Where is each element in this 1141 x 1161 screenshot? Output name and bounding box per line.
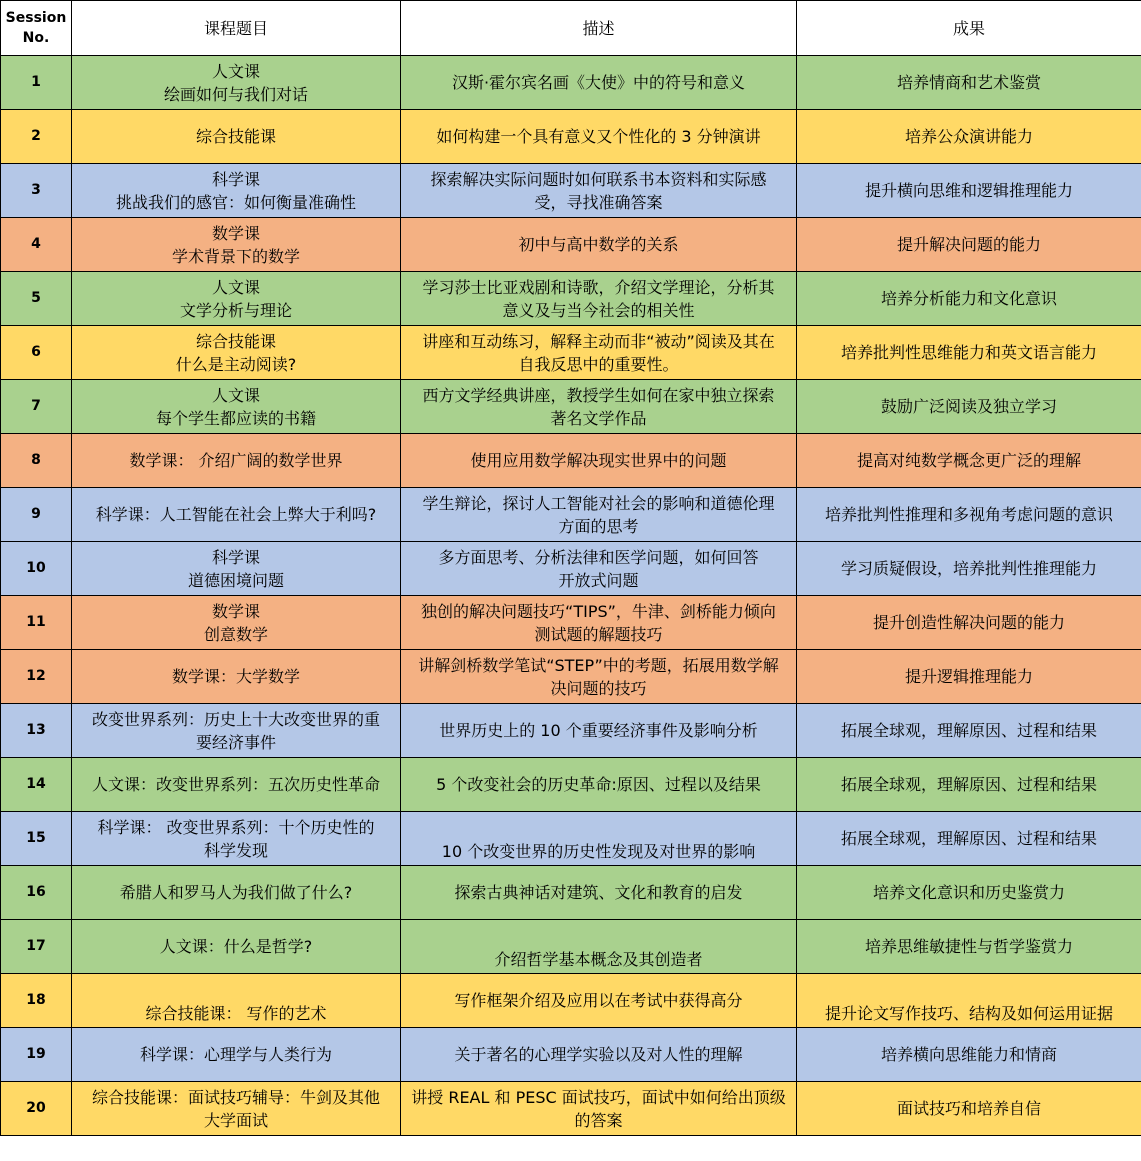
- session-number: 6: [1, 326, 72, 380]
- course-description: 西方文学经典讲座，教授学生如何在家中独立探索 著名文学作品: [401, 380, 797, 434]
- course-title: 人文课 绘画如何与我们对话: [72, 56, 401, 110]
- course-description: 初中与高中数学的关系: [401, 218, 797, 272]
- session-number: 12: [1, 650, 72, 704]
- header-row: [1, 1, 1141, 56]
- course-title: 改变世界系列：历史上十大改变世界的重 要经济事件: [72, 704, 401, 758]
- course-description: 讲座和互动练习，解释主动而非“被动”阅读及其在 自我反思中的重要性。: [401, 326, 797, 380]
- course-outcome: 拓展全球观，理解原因、过程和结果: [797, 812, 1141, 866]
- course-outcome: 培养思维敏捷性与哲学鉴赏力: [797, 920, 1141, 974]
- course-description: 多方面思考、分析法律和医学问题，如何回答 开放式问题: [401, 542, 797, 596]
- course-title: 综合技能课：面试技巧辅导：牛剑及其他 大学面试: [72, 1082, 401, 1136]
- course-description: 如何构建一个具有意义又个性化的 3 分钟演讲: [401, 110, 797, 164]
- course-outcome: 提升创造性解决问题的能力: [797, 596, 1141, 650]
- session-number: 7: [1, 380, 72, 434]
- course-description: 5 个改变社会的历史革命:原因、过程以及结果: [401, 758, 797, 812]
- course-description: 汉斯·霍尔宾名画《大使》中的符号和意义: [401, 56, 797, 110]
- session-number: 3: [1, 164, 72, 218]
- course-outcome: 培养批判性思维能力和英文语言能力: [797, 326, 1141, 380]
- course-outcome: 培养情商和艺术鉴赏: [797, 56, 1141, 110]
- course-outcome: 面试技巧和培养自信: [797, 1082, 1141, 1136]
- table-row: [1, 488, 1141, 542]
- course-title: 科学课： 改变世界系列：十个历史性的 科学发现: [72, 812, 401, 866]
- course-outcome: 提升论文写作技巧、结构及如何运用证据: [797, 974, 1141, 1028]
- session-number: 20: [1, 1082, 72, 1136]
- course-outcome: 提升横向思维和逻辑推理能力: [797, 164, 1141, 218]
- course-description: 探索古典神话对建筑、文化和教育的启发: [401, 866, 797, 920]
- session-number: 8: [1, 434, 72, 488]
- session-number: 1: [1, 56, 72, 110]
- table-row: [1, 380, 1141, 434]
- table-row: [1, 164, 1141, 218]
- table-row: [1, 542, 1141, 596]
- course-title: 科学课：人工智能在社会上弊大于利吗?: [72, 488, 401, 542]
- course-description: 关于著名的心理学实验以及对人性的理解: [401, 1028, 797, 1082]
- course-title: 综合技能课: [72, 110, 401, 164]
- table-row: [1, 704, 1141, 758]
- course-title: 综合技能课 什么是主动阅读?: [72, 326, 401, 380]
- session-number: 5: [1, 272, 72, 326]
- table-row: [1, 812, 1141, 866]
- table-row: [1, 326, 1141, 380]
- course-title: 数学课： 介绍广阔的数学世界: [72, 434, 401, 488]
- course-title: 人文课：什么是哲学?: [72, 920, 401, 974]
- course-description: 学生辩论，探讨人工智能对社会的影响和道德伦理 方面的思考: [401, 488, 797, 542]
- course-description: 介绍哲学基本概念及其创造者: [401, 920, 797, 974]
- course-description: 讲授 REAL 和 PESC 面试技巧，面试中如何给出顶级 的答案: [401, 1082, 797, 1136]
- course-outcome: 培养文化意识和历史鉴赏力: [797, 866, 1141, 920]
- table-row: [1, 650, 1141, 704]
- table-row: [1, 866, 1141, 920]
- course-title: 人文课 文学分析与理论: [72, 272, 401, 326]
- course-title: 数学课 学术背景下的数学: [72, 218, 401, 272]
- table-row: [1, 758, 1141, 812]
- session-number: 15: [1, 812, 72, 866]
- table-row: [1, 974, 1141, 1028]
- course-outcome: 培养公众演讲能力: [797, 110, 1141, 164]
- course-description: 世界历史上的 10 个重要经济事件及影响分析: [401, 704, 797, 758]
- course-description: 独创的解决问题技巧“TIPS”，牛津、剑桥能力倾向 测试题的解题技巧: [401, 596, 797, 650]
- course-title: 人文课：改变世界系列：五次历史性革命: [72, 758, 401, 812]
- course-description: 使用应用数学解决现实世界中的问题: [401, 434, 797, 488]
- session-number: 16: [1, 866, 72, 920]
- course-outcome: 培养分析能力和文化意识: [797, 272, 1141, 326]
- table-row: [1, 1082, 1141, 1136]
- session-number: 14: [1, 758, 72, 812]
- session-number: 13: [1, 704, 72, 758]
- header-outcome: 成果: [797, 1, 1141, 56]
- course-outcome: 培养横向思维能力和情商: [797, 1028, 1141, 1082]
- course-outcome: 拓展全球观，理解原因、过程和结果: [797, 758, 1141, 812]
- header-description: 描述: [401, 1, 797, 56]
- course-title: 数学课：大学数学: [72, 650, 401, 704]
- course-outcome: 提升解决问题的能力: [797, 218, 1141, 272]
- course-outcome: 鼓励广泛阅读及独立学习: [797, 380, 1141, 434]
- table-row: [1, 434, 1141, 488]
- course-outcome: 培养批判性推理和多视角考虑问题的意识: [797, 488, 1141, 542]
- session-number: 17: [1, 920, 72, 974]
- course-outcome: 提升逻辑推理能力: [797, 650, 1141, 704]
- table-row: [1, 218, 1141, 272]
- course-description: 学习莎士比亚戏剧和诗歌，介绍文学理论，分析其 意义及与当今社会的相关性: [401, 272, 797, 326]
- course-description: 写作框架介绍及应用以在考试中获得高分: [401, 974, 797, 1028]
- session-number: 10: [1, 542, 72, 596]
- course-description: 探索解决实际问题时如何联系书本资料和实际感 受，寻找准确答案: [401, 164, 797, 218]
- course-description: 讲解剑桥数学笔试“STEP”中的考题，拓展用数学解 决问题的技巧: [401, 650, 797, 704]
- table-row: [1, 596, 1141, 650]
- course-title: 数学课 创意数学: [72, 596, 401, 650]
- table-row: [1, 110, 1141, 164]
- course-title: 科学课 挑战我们的感官：如何衡量准确性: [72, 164, 401, 218]
- session-number: 18: [1, 974, 72, 1028]
- session-number: 9: [1, 488, 72, 542]
- course-description: 10 个改变世界的历史性发现及对世界的影响: [401, 812, 797, 866]
- course-outcome: 学习质疑假设，培养批判性推理能力: [797, 542, 1141, 596]
- table-row: [1, 920, 1141, 974]
- session-number: 4: [1, 218, 72, 272]
- table-row: [1, 1028, 1141, 1082]
- course-title: 综合技能课： 写作的艺术: [72, 974, 401, 1028]
- header-course-title: 课程题目: [72, 1, 401, 56]
- course-title: 科学课 道德困境问题: [72, 542, 401, 596]
- course-outcome: 拓展全球观，理解原因、过程和结果: [797, 704, 1141, 758]
- table-row: [1, 272, 1141, 326]
- header-session-no: Session No.: [1, 1, 72, 56]
- course-outcome: 提高对纯数学概念更广泛的理解: [797, 434, 1141, 488]
- course-title: 科学课：心理学与人类行为: [72, 1028, 401, 1082]
- course-title: 希腊人和罗马人为我们做了什么?: [72, 866, 401, 920]
- session-number: 19: [1, 1028, 72, 1082]
- session-number: 11: [1, 596, 72, 650]
- table-row: [1, 56, 1141, 110]
- session-number: 2: [1, 110, 72, 164]
- course-title: 人文课 每个学生都应读的书籍: [72, 380, 401, 434]
